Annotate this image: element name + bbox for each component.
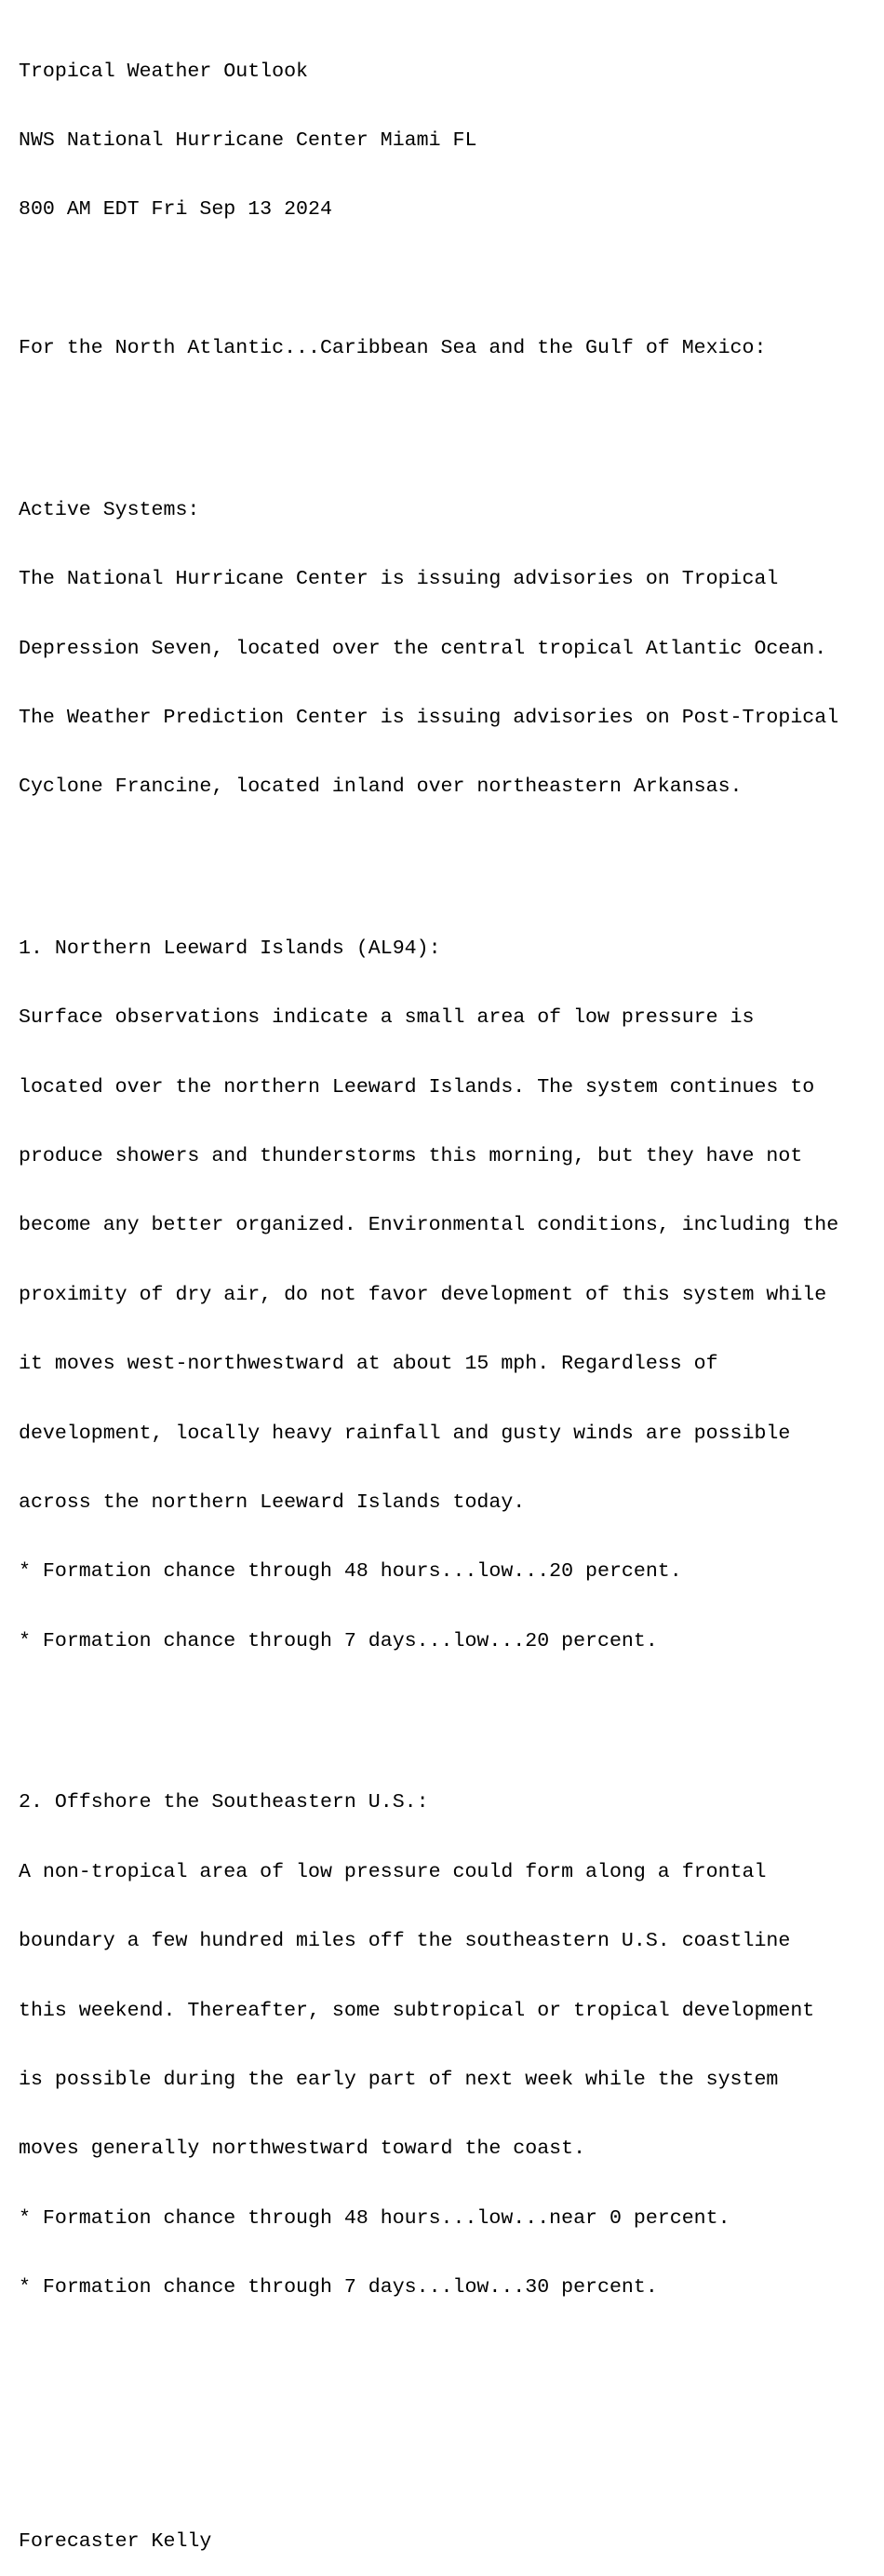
- active-systems-text: Depression Seven, located over the central tropical Atlantic Ocean.: [19, 637, 827, 660]
- document-title: Tropical Weather Outlook: [19, 60, 309, 83]
- spacer: [19, 268, 838, 291]
- system1-text: across the northern Leeward Islands today.: [19, 1491, 526, 1514]
- system1-chance-48h: * Formation chance through 48 hours...low...20 percent.: [19, 1560, 682, 1584]
- system2-text: moves generally northwestward toward the coast.: [19, 2138, 586, 2161]
- spacer: [19, 2345, 838, 2392]
- system1-text: become any better organized. Environmental conditions, including the: [19, 1214, 839, 1237]
- system1-text: Surface observations indicate a small area of low pressure is: [19, 1006, 755, 1030]
- spacer: [19, 407, 838, 430]
- system2-chance-7d: * Formation chance through 7 days...low...30 percent.: [19, 2276, 658, 2300]
- system1-chance-7d: * Formation chance through 7 days...low...20 percent.: [19, 1629, 658, 1652]
- active-systems-text: Cyclone Francine, located inland over northeastern Arkansas.: [19, 775, 743, 799]
- forecaster-signature: Forecaster Kelly: [19, 2529, 212, 2553]
- system2-text: A non-tropical area of low pressure could form along a frontal: [19, 1860, 767, 1883]
- system1-text: produce showers and thunderstorms this morning, but they have not: [19, 1145, 803, 1168]
- system2-text: is possible during the early part of next week while the system: [19, 2068, 779, 2091]
- active-systems-text: The Weather Prediction Center is issuing advisories on Post-Tropical: [19, 706, 839, 729]
- issue-time: 800 AM EDT Fri Sep 13 2024: [19, 198, 332, 222]
- issuing-office: NWS National Hurricane Center Miami FL: [19, 128, 477, 152]
- system1-text: development, locally heavy rainfall and gusty winds are possible: [19, 1422, 791, 1445]
- active-systems-text: The National Hurricane Center is issuing advisories on Tropical: [19, 568, 779, 591]
- system2-text: boundary a few hundred miles off the southeastern U.S. coastline: [19, 1930, 791, 1953]
- spacer: [19, 1699, 838, 1722]
- system1-text: proximity of dry air, do not favor development of this system while: [19, 1283, 827, 1306]
- outlook-document: [19, 14, 838, 2576]
- system2-heading: 2. Offshore the Southeastern U.S.:: [19, 1791, 429, 1814]
- system1-text: it moves west-northwestward at about 15 mph. Regardless of: [19, 1353, 718, 1376]
- spacer: [19, 845, 838, 869]
- system2-text: this weekend. Thereafter, some subtropical or tropical development: [19, 1999, 815, 2022]
- system1-heading: 1. Northern Leeward Islands (AL94):: [19, 937, 441, 960]
- system1-text: located over the northern Leeward Islands. The system continues to: [19, 1075, 815, 1099]
- active-systems-heading: Active Systems:: [19, 498, 200, 521]
- system2-chance-48h: * Formation chance through 48 hours...low...near 0 percent.: [19, 2206, 730, 2230]
- region-statement: For the North Atlantic...Caribbean Sea and the Gulf of Mexico:: [19, 337, 767, 360]
- spacer: [19, 2438, 838, 2461]
